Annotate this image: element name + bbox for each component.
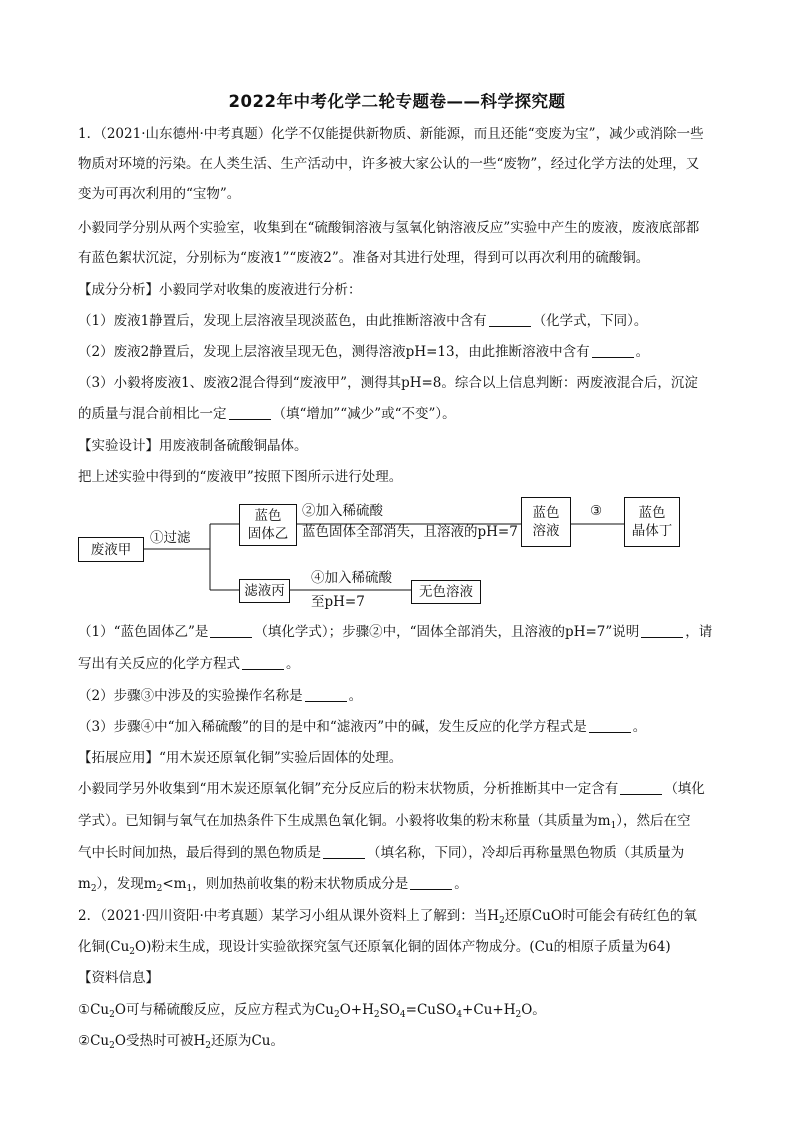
q2-line-1: 2．（2021·四川资阳·中考真题）某学习小组从课外资料上了解到：当$H_2$还原CuO时可能会有砖红色的氧 [78, 908, 697, 926]
q1-line-2: 物质对环境的污染。在人类生活、生产活动中，许多被大家公认的一些“废物”，经过化学方法的处理，又 [78, 156, 700, 172]
q2-info-1: $①Cu_2O$可与稀硫酸反应，反应方程式为$Cu_2O+H_2SO_4=CuSO_4+Cu+H_2O$。 [78, 1002, 546, 1020]
q1-line-flow-intro: 把上述实验中得到的“废液甲”按照下图所示进行处理。 [78, 469, 403, 485]
section-info: 【资料信息】 [78, 970, 159, 986]
step2-condition: 蓝色固体全部消失，且溶液的pH=7 [302, 524, 518, 540]
answer-blank[interactable] [410, 875, 452, 890]
blue-solution-box: 蓝色 溶液 [521, 497, 571, 547]
section-composition-analysis: 【成分分析】小毅同学对收集的废液进行分析： [78, 282, 362, 298]
q1-line-4: 小毅同学分别从两个实验室，收集到在“硫酸铜溶液与氢氧化钠溶液反应”实验中产生的废液，废液底部都 [78, 220, 700, 236]
q1-ext-line-4: $m_2$），发现$m_2<m_1$，则加热前收集的粉末状物质成分是 。 [78, 876, 468, 894]
step2-label: ②加入稀硫酸 [302, 503, 383, 519]
answer-blank[interactable] [210, 623, 252, 638]
q1-sub-3-cont: 的质量与混合前相比一定 （填“增加”“减少”或“不变”）。 [78, 406, 456, 422]
q1-design-sub-1-cont: 写出有关反应的化学方程式 。 [78, 656, 300, 672]
q2-line-2: 化铜$(Cu_2O)$粉末生成，现设计实验欲探究氢气还原氧化铜的固体产物成分。(Cu的相原子质量为64) [78, 939, 671, 957]
q1-design-sub-2: （2）步骤③中涉及的实验操作名称是 。 [78, 688, 363, 704]
step1-filter-label: ①过滤 [150, 530, 191, 546]
answer-blank[interactable] [323, 844, 365, 859]
blue-solid-b-box: 蓝色 固体乙 [239, 504, 297, 546]
step4-condition: 至pH=7 [311, 594, 365, 610]
q1-sub-2: （2）废液2静置后，发现上层溶液呈现无色，测得溶液pH=13，由此推断溶液中含有 。 [78, 344, 650, 360]
q1-sub-1: （1）废液1静置后，发现上层溶液呈现淡蓝色，由此推断溶液中含有 （化学式，下同）。 [78, 313, 648, 329]
q1-design-sub-1: （1）“蓝色固体乙”是 （填化学式）；步骤②中，“固体全部消失，且溶液的pH=7”说明 ，请 [78, 624, 713, 640]
colorless-solution-box: 无色溶液 [411, 580, 481, 604]
section-experiment-design: 【实验设计】用废液制备硫酸铜晶体。 [78, 438, 308, 454]
blue-crystal-d-box: 蓝色 晶体丁 [624, 497, 680, 547]
answer-blank[interactable] [641, 623, 683, 638]
q1-sub-3: （3）小毅将废液1、废液2混合得到“废液甲”，测得其pH=8。综合以上信息判断：两废液混合后，沉淀 [78, 375, 698, 391]
answer-blank[interactable] [305, 687, 347, 702]
q2-info-2: $②Cu_2O$受热时可被$H_2$还原为Cu。 [78, 1033, 284, 1051]
q1-ext-line-1: 小毅同学另外收集到“用木炭还原氧化铜”充分反应后的粉末状物质，分析推断其中一定含有 （填化 [78, 781, 705, 797]
waste-liquid-a-box: 废液甲 [78, 537, 144, 562]
page-title: 2022年中考化学二轮专题卷——科学探究题 [228, 92, 566, 111]
q1-ext-line-2: 学式）。已知铜与氧气在加热条件下生成黑色氧化铜。小毅将收集的粉末称量（其质量为$m_1$），然后在空 [78, 813, 691, 831]
step4-label: ④加入稀硫酸 [311, 570, 392, 586]
section-extended-application: 【拓展应用】“用木炭还原氧化铜”实验后固体的处理。 [78, 750, 403, 766]
q1-ext-line-3: 气中长时间加热，最后得到的黑色物质是 （填名称，下同），冷却后再称量黑色物质（其质量为 [78, 845, 685, 861]
answer-blank[interactable] [242, 655, 284, 670]
step3-label: ③ [590, 503, 603, 519]
q1-line-3: 变为可再次利用的“宝物”。 [78, 186, 241, 202]
q1-design-sub-3: （3）步骤④中“加入稀硫酸”的目的是中和“滤液丙”中的碱，发生反应的化学方程式是 。 [78, 719, 647, 735]
answer-blank[interactable] [620, 780, 662, 795]
answer-blank[interactable] [589, 718, 631, 733]
q1-line-1: 1．（2021·山东德州·中考真题）化学不仅能提供新物质、新能源，而且还能“变废为宝”，减少或消除一些 [78, 126, 704, 142]
q1-line-5: 有蓝色絮状沉淀，分别标为“废液1”“废液2”。准备对其进行处理，得到可以再次利用的硫酸铜。 [78, 250, 650, 266]
filtrate-c-box: 滤液丙 [239, 579, 290, 603]
